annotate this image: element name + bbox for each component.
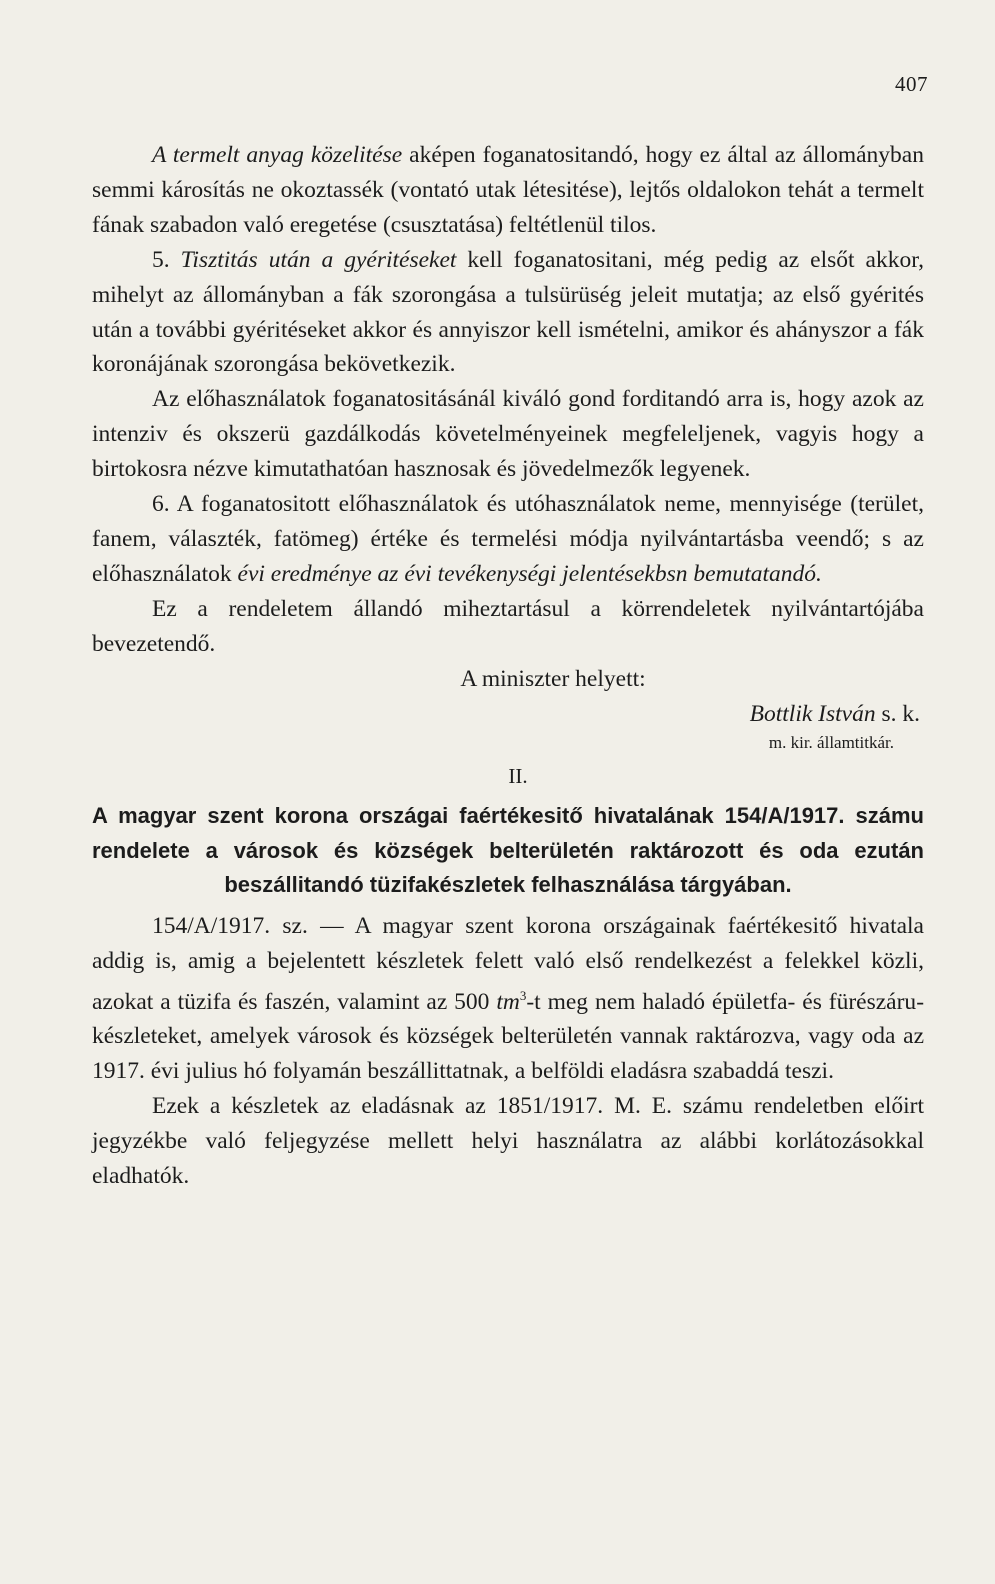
paragraph-pre-use: Az előhasználatok foganatositásánál kiváló gond forditandó arra is, hogy azok az intenziv és okszerü gazdálkodás követelményeinek megfeleljenek, vagyis hogy a birtokosra nézve kimutathatóan hasznosak és jövedelmezők legyenek. — [92, 386, 924, 483]
signer-role: m. kir. államtitkár. — [768, 733, 894, 753]
paragraph-material-approach — [92, 138, 924, 243]
paragraph-italic-lead: Tisztitás után a gyéritéseket — [180, 246, 457, 273]
page-number: 407 — [895, 72, 928, 96]
paragraph-number: 5. — [152, 246, 181, 273]
paragraph-decree-note: Ez a rendeletem állandó miheztartásul a körrendeletek nyilvántartójába bevezetendő. — [92, 595, 924, 657]
document-body — [92, 138, 924, 1194]
section-number: II. — [508, 764, 528, 789]
signer-suffix: s. k. — [875, 700, 920, 727]
unit-text: tm — [496, 988, 520, 1015]
signature-line: A miniszter helyett: — [460, 665, 646, 692]
signer-name — [92, 697, 924, 732]
paragraph-italic-lead: A termelt anyag közelitése — [152, 142, 403, 168]
unit-superscript: 3 — [519, 987, 527, 1003]
paragraph-text: -t meg nem haladó épületfa- és fürészárukészleteket, amelyek városok és községek belterületén vannak raktározva, vagy oda az 1917. évi julius hó folyamán beszállittatnak, a belföldi eladásra szabaddá teszi. — [92, 988, 925, 1085]
paragraph-records — [92, 487, 924, 592]
paragraph-thinning — [92, 243, 924, 383]
paragraph-sale-rules: Ezek a készletek az eladásnak az 1851/1917. M. E. számu rendeletben előirt jegyzékbe való feljegyzése mellett helyi használatra az alábbi korlátozásokkal eladhatók. — [92, 1093, 924, 1190]
paragraph-text: 6. A foganatositott előhasználatok és utóhasználatok neme, mennyisége (terület, fanem, választék, fatömeg) értéke és termelési módja nyilvántartásba veendő; s az előhasználatok — [92, 491, 924, 587]
paragraph-text: kell foganatositani, még pedig az elsőt akkor, mihelyt az állományban a fák szorongása a tulsürüség jeleit mutatja; az első gyérités után a további gyéritéseket akkor és annyiszor kell ismételni, amikor és ahányszor a fák koronájának szorongása bekövetkezik. — [92, 246, 924, 378]
signer-name-text: Bottlik István — [749, 700, 876, 727]
paragraph-release — [92, 909, 924, 1089]
paragraph-text: 154/A/1917. sz. — A magyar szent korona országainak faértékesitő hivatala addig is, amig a bejelentett készletek felett való első rendelkezést a felekkel közli, azokat a tüzifa és faszén, valamint az 500 — [92, 912, 924, 1015]
section-heading: A magyar szent korona országai faértékesitő hivatalának 154/A/1917. számu rendelete a városok és községek belterületén raktározott és oda ezután beszállitandó tüzifakészletek felhasználása tárgyában. — [92, 803, 924, 898]
paragraph-italic-tail: évi eredménye az évi tevékenységi jelentésekbsn bemutatandó. — [237, 560, 822, 587]
paragraph-text: aképen foganatositandó, hogy ez által az állományban semmi károsítás ne okoztassék (vontató utak létesitése), lejtős oldalokon tehát a termelt fának szabadon való eregetése (csusztatása) feltétlenül tilos. — [92, 142, 924, 238]
